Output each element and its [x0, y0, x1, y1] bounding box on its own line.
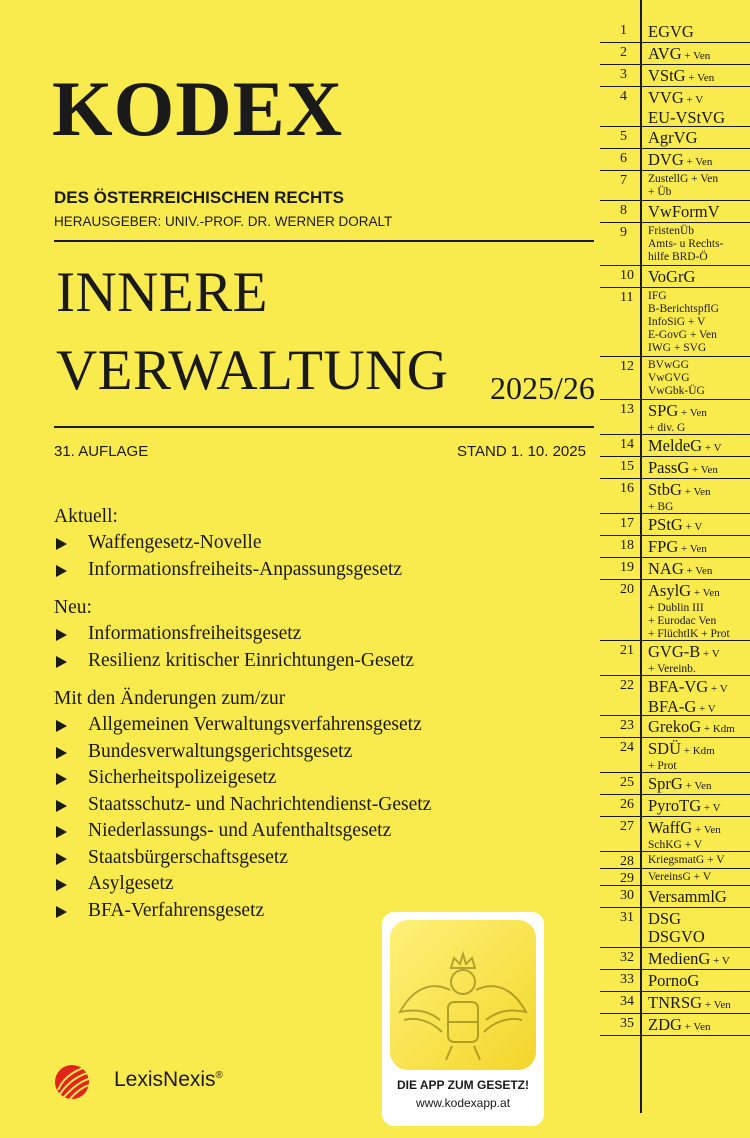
register-entry-28 — [600, 852, 750, 869]
register-number: 17 — [620, 516, 634, 531]
divider-top — [54, 240, 594, 242]
list-item — [54, 621, 584, 648]
register-label — [648, 203, 750, 221]
register-entry-17 — [600, 514, 750, 536]
register-entry-1 — [600, 21, 750, 43]
register-entry-13 — [600, 400, 750, 435]
register-number: 29 — [620, 871, 634, 886]
register-number: 34 — [620, 994, 634, 1009]
register-label-line: + Üb — [648, 186, 672, 198]
register-entry-4 — [600, 87, 750, 127]
register-label — [648, 950, 750, 970]
publisher-logo — [48, 1056, 278, 1106]
list-item-text: Niederlassungs- und Aufenthaltsgesetz — [88, 820, 392, 841]
triangle-bullet-icon — [56, 853, 67, 865]
register-entry-19 — [600, 558, 750, 580]
register-number: 27 — [620, 819, 634, 834]
register-label — [648, 560, 750, 580]
register-entry-35 — [600, 1014, 750, 1036]
register-number: 12 — [620, 359, 634, 374]
register-number: 6 — [620, 151, 627, 166]
app-url[interactable]: www.kodexapp.at — [415, 1096, 511, 1110]
section-heading-neu: Neu: — [54, 597, 92, 618]
brand-title: KODEX — [52, 65, 344, 152]
register-label-line: PStG + V — [648, 515, 703, 534]
register-label-line: VVG + V — [648, 88, 704, 107]
book-title-line1: INNERE — [56, 261, 268, 324]
register-label — [648, 516, 750, 536]
register-label-line: + Eurodac Ven — [648, 615, 717, 627]
register-number: 3 — [620, 67, 627, 82]
register-number: 16 — [620, 481, 634, 496]
register-label-line: InfoSiG + V — [648, 316, 706, 328]
register-number: 25 — [620, 775, 634, 790]
register-label-line: DSG — [648, 909, 682, 928]
register-number: 2 — [620, 45, 627, 60]
register-label — [648, 402, 750, 435]
register-label — [648, 151, 750, 171]
register-label — [648, 268, 750, 286]
register-label-line: EU-VStVG — [648, 108, 725, 127]
register-entry-12 — [600, 357, 750, 400]
register-number: 32 — [620, 950, 634, 965]
section-heading-changes: Mit den Änderungen zum/zur — [54, 688, 286, 709]
register-label-line: VwGVG — [648, 372, 690, 384]
list-item — [54, 871, 584, 898]
register-label — [648, 1016, 750, 1036]
register-number: 24 — [620, 740, 634, 755]
list-item — [54, 557, 584, 584]
register-entry-20 — [600, 580, 750, 641]
register-label-line: GVG-B + V — [648, 642, 720, 661]
register-number: 31 — [620, 910, 634, 925]
register-label-line: VoGrG — [648, 267, 696, 286]
register-entry-22 — [600, 676, 750, 716]
register-number: 35 — [620, 1016, 634, 1031]
register-entry-26 — [600, 795, 750, 817]
register-number: 9 — [620, 225, 627, 240]
register-label-line: VereinsG + V — [648, 871, 712, 883]
list-item — [54, 792, 584, 819]
register-label-line: VStG + Ven — [648, 66, 715, 85]
register-entry-2 — [600, 43, 750, 65]
register-label-line: PornoG — [648, 971, 700, 990]
register-label-line: AVG + Ven — [648, 44, 711, 63]
register-label-line: MeldeG + V — [648, 436, 722, 455]
register-label-line: NAG + Ven — [648, 559, 713, 578]
list-item-text: Informationsfreiheitsgesetz — [88, 623, 302, 644]
list-item-text: Staatsschutz- und Nachrichtendienst-Gesetz — [88, 793, 432, 815]
app-icon — [390, 920, 536, 1070]
register-entry-25 — [600, 773, 750, 795]
register-label — [648, 359, 750, 398]
register-label-line: + BG — [648, 501, 674, 513]
register-label-line: ZDG + Ven — [648, 1015, 711, 1034]
register-label — [648, 775, 750, 795]
register-label-line: BFA-G + V — [648, 697, 716, 716]
register-label-line: GrekoG + Kdm — [648, 717, 735, 736]
triangle-bullet-icon — [56, 826, 67, 838]
register-label — [648, 888, 750, 906]
register-entry-3 — [600, 65, 750, 87]
register-number: 15 — [620, 459, 634, 474]
list-item — [54, 818, 584, 845]
triangle-bullet-icon — [56, 747, 67, 759]
register-label-line: AsylG + Ven — [648, 581, 720, 600]
triangle-bullet-icon — [56, 906, 67, 918]
eagle-crest-icon — [390, 920, 536, 1070]
register-label — [648, 582, 750, 641]
register-entry-32 — [600, 948, 750, 970]
series-subtitle: DES ÖSTERREICHISCHEN RECHTS — [54, 188, 344, 207]
list-item-text: Staatsbürgerschaftsgesetz — [88, 846, 288, 868]
list-item — [54, 765, 584, 792]
register-label — [648, 797, 750, 817]
lexisnexis-emblem-icon — [48, 1056, 104, 1106]
register-entry-15 — [600, 457, 750, 479]
register-label-line: EGVG — [648, 22, 694, 41]
register-label-line: KriegsmatG + V — [648, 854, 725, 866]
register-label-line: + Prot — [648, 760, 677, 772]
register-index — [600, 0, 750, 1138]
register-entry-30 — [600, 886, 750, 908]
register-label — [648, 459, 750, 479]
register-entry-18 — [600, 536, 750, 558]
triangle-bullet-icon — [56, 800, 67, 812]
triangle-bullet-icon — [56, 565, 67, 577]
list-item-text: Resilienz kritischer Einrichtungen-Gesetz — [88, 649, 414, 671]
triangle-bullet-icon — [56, 773, 67, 785]
triangle-bullet-icon — [56, 629, 67, 641]
register-label-line: SprG + Ven — [648, 774, 712, 793]
register-label — [648, 481, 750, 514]
triangle-bullet-icon — [56, 720, 67, 732]
register-entry-14 — [600, 435, 750, 457]
register-entry-7 — [600, 171, 750, 201]
register-label-line: PassG + Ven — [648, 458, 718, 477]
register-entry-5 — [600, 127, 750, 149]
register-number: 18 — [620, 538, 634, 553]
register-number: 19 — [620, 560, 634, 575]
register-label-line: hilfe BRD-Ö — [648, 251, 708, 263]
register-number: 28 — [620, 854, 634, 869]
editor-line: HERAUSGEBER: UNIV.-PROF. DR. WERNER DORALT — [54, 214, 393, 229]
register-entry-29 — [600, 869, 750, 886]
register-label-line: PyroTG + V — [648, 796, 721, 815]
register-entry-24 — [600, 738, 750, 773]
register-label-line: VwGbk-ÜG — [648, 385, 705, 397]
register-label-line: + div. G — [648, 422, 686, 434]
register-label — [648, 538, 750, 558]
register-label-line: SchKG + V — [648, 839, 703, 851]
register-label-line: BFA-VG + V — [648, 677, 728, 696]
triangle-bullet-icon — [56, 538, 67, 550]
register-label-line: + FlüchtlK + Prot — [648, 628, 730, 640]
register-number: 14 — [620, 437, 634, 452]
register-label-line: VwFormV — [648, 202, 720, 221]
register-number: 23 — [620, 718, 634, 733]
register-label-line: B-BerichtspflG — [648, 303, 719, 315]
section-heading-aktuell: Aktuell: — [54, 506, 118, 527]
register-number: 4 — [620, 89, 627, 104]
changes-list — [54, 712, 584, 924]
register-label — [648, 290, 750, 355]
list-item-text: Waffengesetz-Novelle — [88, 532, 262, 553]
register-label-line: FristenÜb — [648, 225, 694, 237]
register-number: 8 — [620, 203, 627, 218]
register-entry-9 — [600, 223, 750, 266]
register-entry-27 — [600, 817, 750, 852]
register-label-line: VersammlG — [648, 887, 727, 906]
list-item-text: Allgemeinen Verwaltungsverfahrensgesetz — [88, 714, 422, 735]
stand-date: STAND 1. 10. 2025 — [457, 443, 586, 460]
divider-bottom — [54, 426, 594, 428]
edition-number: 31. AUFLAGE — [54, 443, 149, 460]
register-label-line: + Dublin III — [648, 602, 704, 614]
publisher-name: LexisNexis® — [114, 1068, 223, 1091]
register-number: 26 — [620, 797, 634, 812]
edition-year: 2025/26 — [490, 370, 595, 406]
register-label — [648, 67, 750, 87]
register-label-line: Amts- u Rechts- — [648, 238, 724, 250]
register-label-line: DSGVO — [648, 927, 705, 946]
register-label — [648, 871, 750, 884]
list-item-text: Sicherheitspolizeigesetz — [88, 767, 277, 788]
register-label-line: StbG + Ven — [648, 480, 711, 499]
register-label-line: AgrVG — [648, 128, 698, 147]
register-label — [648, 910, 750, 946]
list-item-text: Asylgesetz — [88, 873, 174, 894]
register-entry-11 — [600, 288, 750, 357]
register-label — [648, 718, 750, 738]
register-entry-34 — [600, 992, 750, 1014]
register-label-line: ZustellG + Ven — [648, 173, 719, 185]
register-entry-6 — [600, 149, 750, 171]
register-number: 7 — [620, 173, 627, 188]
register-label — [648, 994, 750, 1014]
register-label — [648, 45, 750, 65]
register-number: 20 — [620, 582, 634, 597]
list-item-text: BFA-Verfahrensgesetz — [88, 899, 265, 921]
app-caption: DIE APP ZUM GESETZ! — [396, 1078, 529, 1092]
register-label-line: SDÜ + Kdm — [648, 739, 715, 758]
register-label — [648, 854, 750, 867]
register-label — [648, 643, 750, 676]
register-label-line: SPG + Ven — [648, 401, 707, 420]
list-item — [54, 648, 584, 675]
register-number: 30 — [620, 888, 634, 903]
register-label-line: IFG — [648, 290, 667, 302]
register-label-line: DVG + Ven — [648, 150, 713, 169]
app-promo-card[interactable] — [382, 912, 544, 1126]
register-label — [648, 23, 750, 41]
aktuell-list — [54, 530, 584, 583]
register-label-line: + Vereinb. — [648, 663, 696, 675]
register-label — [648, 173, 750, 199]
register-label — [648, 129, 750, 147]
register-label — [648, 678, 750, 718]
register-label-line: IWG + SVG — [648, 342, 707, 354]
register-label-line: E-GovG + Ven — [648, 329, 717, 341]
register-number: 22 — [620, 678, 634, 693]
register-number: 33 — [620, 972, 634, 987]
register-number: 11 — [620, 290, 634, 305]
list-item — [54, 739, 584, 766]
book-title-line2: VERWALTUNG — [56, 339, 449, 402]
register-number: 1 — [620, 23, 627, 38]
register-label-line: MedienG + V — [648, 949, 730, 968]
register-entry-23 — [600, 716, 750, 738]
triangle-bullet-icon — [56, 656, 67, 668]
register-label-line: BVwGG — [648, 359, 689, 371]
register-entry-33 — [600, 970, 750, 992]
list-item — [54, 712, 584, 739]
register-label — [648, 89, 750, 127]
register-entry-16 — [600, 479, 750, 514]
register-number: 10 — [620, 268, 634, 283]
register-number: 5 — [620, 129, 627, 144]
neu-list — [54, 621, 584, 674]
register-label — [648, 740, 750, 773]
register-entry-21 — [600, 641, 750, 676]
register-label — [648, 437, 750, 457]
register-label-line: TNRSG + Ven — [648, 993, 731, 1012]
list-item-text: Bundesverwaltungsgerichtsgesetz — [88, 740, 353, 762]
register-entry-10 — [600, 266, 750, 288]
register-label-line: FPG + Ven — [648, 537, 707, 556]
list-item-text: Informationsfreiheits-Anpassungsgesetz — [88, 558, 403, 580]
list-item — [54, 530, 584, 557]
register-label — [648, 225, 750, 264]
content-list — [54, 504, 584, 924]
register-entry-31 — [600, 908, 750, 948]
triangle-bullet-icon — [56, 879, 67, 891]
register-label — [648, 972, 750, 990]
register-number: 13 — [620, 402, 634, 417]
register-number: 21 — [620, 643, 634, 658]
register-label-line: WaffG + Ven — [648, 818, 721, 837]
list-item — [54, 845, 584, 872]
register-entry-8 — [600, 201, 750, 223]
register-label — [648, 819, 750, 852]
